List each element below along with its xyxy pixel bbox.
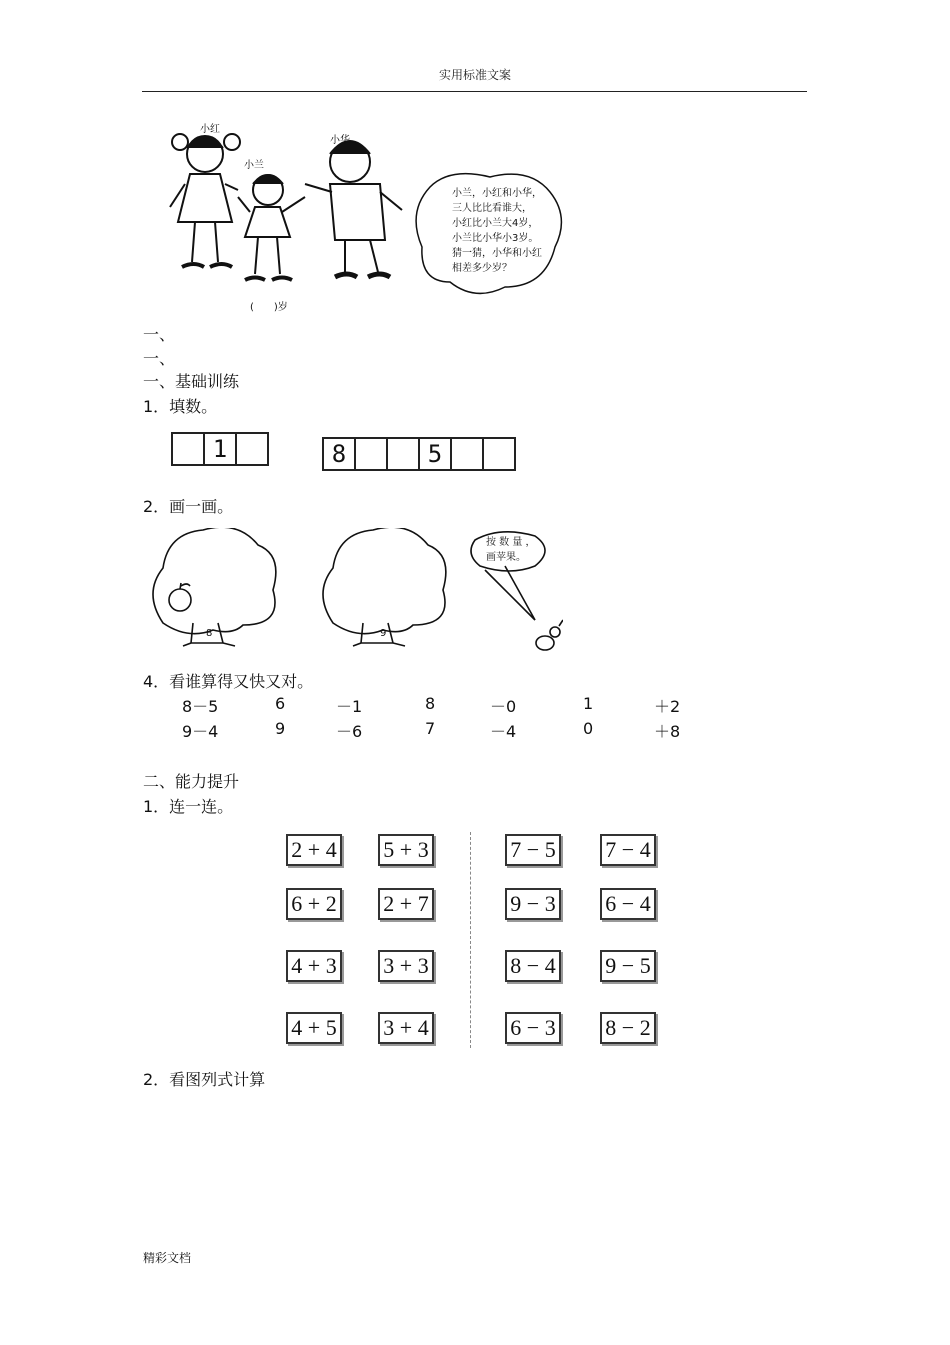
- match-expr[interactable]: 6 − 3: [505, 1012, 561, 1044]
- match-expr[interactable]: 3 + 3: [378, 950, 434, 982]
- blank-heading-2: 一、: [143, 349, 176, 368]
- story-bubble-line-2: 三人比比看谁大，: [452, 203, 532, 214]
- section-basic-training: 一、基础训练: [143, 372, 240, 391]
- story-bubble-line-5: 猜一猜，小华和小红: [452, 248, 542, 259]
- draw-bubble-text: [486, 535, 536, 565]
- arith-r1-c2: 6: [275, 694, 286, 713]
- number-cell[interactable]: [482, 437, 516, 471]
- story-bubble-line-4: 小兰比小华小3岁。: [452, 233, 539, 244]
- arith-r2-c5: －4: [490, 722, 517, 741]
- number-grid-a: [171, 432, 269, 466]
- number-cell[interactable]: 8: [322, 437, 356, 471]
- story-bubble-line-1: 小兰，小红和小华，: [452, 188, 542, 199]
- arith-r1-c6: 1: [583, 694, 594, 713]
- match-expr[interactable]: 5 + 3: [378, 834, 434, 866]
- arith-r2-c3: －6: [336, 722, 363, 741]
- match-expr[interactable]: 2 + 7: [378, 888, 434, 920]
- arith-r2-c1: 9－4: [182, 722, 219, 741]
- match-expr[interactable]: 2 + 4: [286, 834, 342, 866]
- arith-r1-c7: ＋2: [654, 697, 681, 716]
- match-expr[interactable]: 6 − 4: [600, 888, 656, 920]
- story-bubble-text: [452, 186, 542, 276]
- label-xiaolan: 小兰: [244, 160, 264, 171]
- question-fill-numbers: 1．填数。: [143, 397, 218, 416]
- match-expr[interactable]: 9 − 3: [505, 888, 561, 920]
- arith-r1-c5: －0: [490, 697, 517, 716]
- match-expr[interactable]: 4 + 3: [286, 950, 342, 982]
- match-expr[interactable]: 9 − 5: [600, 950, 656, 982]
- arith-r1-c1: 8－5: [182, 697, 219, 716]
- page-header-title: 实用标准文案: [438, 68, 511, 82]
- arith-r2-c6: 0: [583, 719, 594, 738]
- arith-r1-c3: －1: [336, 697, 363, 716]
- question-picture-calc: 2．看图列式计算: [143, 1070, 266, 1089]
- number-cell[interactable]: [386, 437, 420, 471]
- number-cell[interactable]: [354, 437, 388, 471]
- match-expr[interactable]: 3 + 4: [378, 1012, 434, 1044]
- arith-r2-c2: 9: [275, 719, 286, 738]
- number-cell[interactable]: [450, 437, 484, 471]
- match-expr[interactable]: 7 − 4: [600, 834, 656, 866]
- number-cell[interactable]: [171, 432, 205, 466]
- question-quick-calc: 4．看谁算得又快又对。: [143, 672, 314, 691]
- story-bubble-line-6: 相差多少岁？: [452, 263, 512, 274]
- draw-bubble-line-2: 画苹果。: [486, 552, 526, 563]
- question-matching: 1．连一连。: [143, 797, 234, 816]
- section-ability: 二、能力提升: [143, 772, 240, 791]
- label-xiaohong: 小红: [200, 124, 220, 135]
- header-divider: [142, 91, 807, 92]
- story-bubble-line-3: 小红比小兰大4岁，: [452, 218, 539, 229]
- answer-blank: ( )岁: [250, 302, 288, 313]
- draw-bubble-line-1: 按 数 量 ，: [486, 537, 536, 548]
- number-cell[interactable]: 5: [418, 437, 452, 471]
- matching-divider: [470, 832, 471, 1048]
- number-cell[interactable]: 1: [203, 432, 237, 466]
- blank-heading-1: 一、: [143, 325, 176, 344]
- match-expr[interactable]: 8 − 4: [505, 950, 561, 982]
- tree-2-number: 9: [380, 628, 387, 639]
- arith-r2-c4: 7: [425, 719, 436, 738]
- match-expr[interactable]: 8 − 2: [600, 1012, 656, 1044]
- match-expr[interactable]: 7 − 5: [505, 834, 561, 866]
- page-footer: 精彩文档: [143, 1251, 192, 1265]
- question-draw: 2．画一画。: [143, 497, 234, 516]
- match-expr[interactable]: 4 + 5: [286, 1012, 342, 1044]
- number-grid-b: [322, 437, 516, 471]
- arith-r1-c4: 8: [425, 694, 436, 713]
- label-xiaohua: 小华: [330, 135, 350, 146]
- arith-r2-c7: ＋8: [654, 722, 681, 741]
- tree-1-number: 8: [206, 628, 213, 639]
- match-expr[interactable]: 6 + 2: [286, 888, 342, 920]
- number-cell[interactable]: [235, 432, 269, 466]
